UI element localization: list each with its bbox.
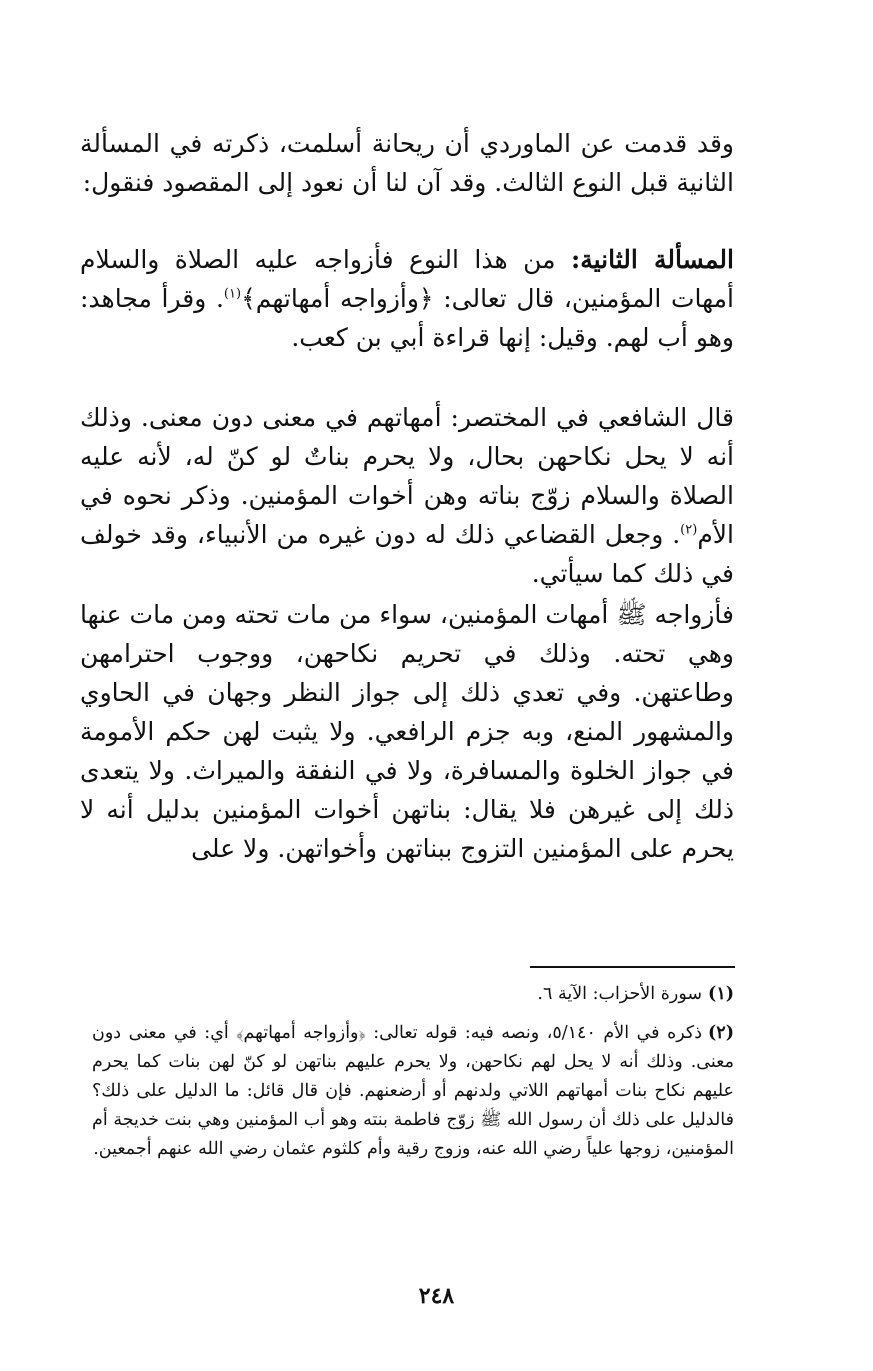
section-heading: المسألة الثانية:	[570, 245, 734, 274]
paragraph-2	[80, 240, 734, 357]
paragraph-4	[80, 595, 734, 868]
footnote-ref-1: (١)	[223, 286, 242, 302]
paragraph-1-text: وقد قدمت عن الماوردي أن ريحانة أسلمت، ذكرته في المسألة الثانية قبل النوع الثالث. وقد آن لنا أن نعود إلى المقصود فنقول:	[80, 129, 734, 197]
footnote-2-number: (٢)	[708, 1023, 734, 1043]
footnote-2	[92, 1019, 734, 1164]
footnote-1-text: سورة الأحزاب: الآية ٦.	[537, 984, 703, 1004]
footnote-separator	[530, 966, 735, 968]
paragraph-3-text-start: قال الشافعي في المختصر: أمهاتهم في معنى دون معنى. وذلك أنه لا يحل نكاحهن بحال، ولا يحرم بناتٌ لو كنّ له، لأنه عليه الصلاة والسلام زوّج بناته وهن أخوات المؤمنين. وذكر نحوه في الأم	[80, 403, 734, 549]
paragraph-3-text-end: . وجعل القضاعي ذلك له دون غيره من الأنبياء، وقد خولف في ذلك كما سيأتي.	[80, 520, 734, 588]
footnote-1-number: (١)	[708, 984, 734, 1004]
paragraph-2-text-end: . وقرأ مجاهد: وهو أب لهم. وقيل: إنها قراءة أبي بن كعب.	[80, 284, 734, 352]
paragraph-3	[80, 398, 734, 593]
paragraph-1	[80, 124, 734, 202]
footnote-1	[92, 980, 734, 1009]
paragraph-4-text: فأزواجه ﷺ أمهات المؤمنين، سواء من مات تحته ومن مات عنها وهي تحته. وذلك في تحريم نكاحهن، ووجوب احترامهن وطاعتهن. وفي تعدي ذلك إلى جواز النظر وجهان في الحاوي والمشهور المنع، وبه جزم الرافعي. ولا يثبت لهن حكم الأمومة في جواز الخلوة والمسافرة، ولا في النفقة والميراث. ولا يتعدى ذلك إلى غيرهن فلا يقال: بناتهن أخوات المؤمنين بدليل أنه لا يحرم على المؤمنين التزوج ببناتهن وأخواتهن. ولا على	[80, 600, 734, 863]
footnote-ref-2: (٢)	[680, 522, 698, 538]
page-number: ٢٤٨	[418, 1283, 455, 1309]
paragraph-2-text-start: من هذا النوع فأزواجه عليه الصلاة والسلام أمهات المؤمنين، قال تعالى: ﴿وأزواجه أمهاتهم﴾	[80, 245, 734, 313]
footnote-2-text: ذكره في الأم ٥/١٤٠، ونصه فيه: قوله تعالى: ﴿وأزواجه أمهاتهم﴾ أي: في معنى دون معنى. وذلك أنه لا يحل لهم نكاحهن، ولا يحرم عليهم بناتهن لو كنّ لهن بنات كما يحرم عليهم نكاح بنات أمهاتهم اللاتي ولدنهم أو أرضعنهم. فإن قال قائل: ما الدليل على ذلك؟ فالدليل على ذلك أن رسول الله ﷺ زوّج فاطمة بنته وهو أب المؤمنين وهي بنت خديجة أم المؤمنين، زوجها علياً رضي الله عنه، وزوج رقية وأم كلثوم عثمان رضي الله عنهم أجمعين.	[92, 1023, 734, 1159]
